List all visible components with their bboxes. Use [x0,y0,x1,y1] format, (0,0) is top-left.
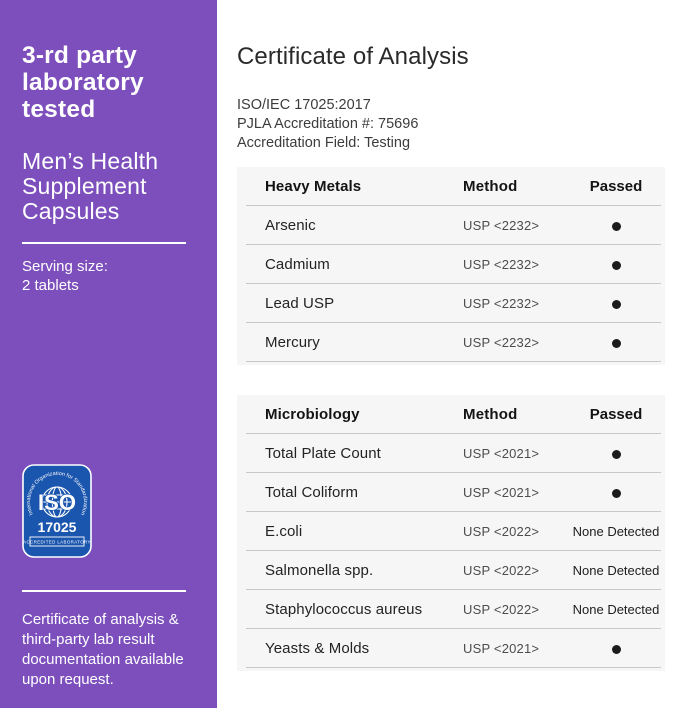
column-header: Heavy Metals [265,177,362,195]
sidebar-divider [22,242,186,244]
method-value: USP <2021> [463,484,540,500]
substance-name: Lead USP [265,294,335,312]
meta-line: Accreditation Field: Testing [237,135,411,151]
result-value [567,296,665,311]
method-value: USP <2022> [463,523,540,539]
result-value: None Detected [572,562,660,578]
headline-line: 3-rd party [22,42,138,69]
passed-dot-icon [612,300,621,309]
iso-badge-graphic [22,464,92,558]
result-value [567,257,665,272]
substance-name: Arsenic [265,216,316,234]
row-divider [246,667,661,668]
product-name [22,149,195,224]
method-value: USP <2232> [463,256,540,272]
footer-note-line: third-party lab result [22,631,155,648]
method-value: USP <2232> [463,334,540,350]
meta-line: ISO/IEC 17025:2017 [237,97,371,113]
column-header: Passed [589,405,643,423]
footer-note-line: documentation available [22,651,184,668]
page-title: Certificate of Analysis [237,43,469,70]
serving-size-line: 2 tablets [22,277,79,294]
method-value: USP <2232> [463,217,540,233]
meta-line: PJLA Accreditation #: 75696 [237,116,419,132]
method-value: USP <2022> [463,562,540,578]
passed-dot-icon [612,222,621,231]
method-value: USP <2021> [463,445,540,461]
result-value [567,485,665,500]
result-value: None Detected [572,601,660,617]
table-header-row [237,167,665,205]
serving-size [22,257,195,295]
table-row [237,434,665,472]
result-value [567,446,665,461]
footer-note-line: Certificate of analysis & [22,611,179,628]
table-row [237,590,665,628]
product-name-line: Supplement [22,173,147,199]
footer-note-line: upon request. [22,671,114,688]
table-row [237,323,665,361]
sidebar-divider [22,590,186,592]
column-header: Passed [589,177,643,195]
table-header-row [237,395,665,433]
column-header: Microbiology [265,405,360,423]
passed-dot-icon [612,645,621,654]
substance-name: E.coli [265,522,303,540]
passed-dot-icon [612,261,621,270]
iso-badge [22,464,92,558]
substance-name: Mercury [265,333,320,351]
headline-line: laboratory [22,69,144,96]
result-value [567,335,665,350]
column-header: Method [463,405,518,423]
passed-dot-icon [612,339,621,348]
headline-line: tested [22,96,96,123]
method-value: USP <2232> [463,295,540,311]
substance-name: Total Plate Count [265,444,381,462]
table-row [237,551,665,589]
heavy-metals-table [237,167,665,365]
method-value: USP <2021> [463,640,540,656]
table-row [237,245,665,283]
serving-size-line: Serving size: [22,258,108,275]
substance-name: Total Coliform [265,483,359,501]
column-header: Method [463,177,518,195]
accreditation-meta [237,96,665,153]
table-row [237,206,665,244]
result-value [567,218,665,233]
passed-dot-icon [612,489,621,498]
sidebar-panel [0,0,217,708]
footer-note [22,610,202,690]
product-name-line: Capsules [22,198,120,224]
table-row [237,629,665,667]
iso-number: 17025 [37,519,77,535]
substance-name: Staphylococcus aureus [265,600,423,618]
substance-name: Salmonella spp. [265,561,374,579]
product-name-line: Men’s Health [22,148,159,174]
result-value [567,641,665,656]
passed-dot-icon [612,450,621,459]
substance-name: Yeasts & Molds [265,639,370,657]
table-row [237,512,665,550]
table-row [237,284,665,322]
substance-name: Cadmium [265,255,330,273]
accredited-label: ACCREDITED LABORATORY [23,539,91,545]
result-value: None Detected [572,523,660,539]
method-value: USP <2022> [463,601,540,617]
iso-arc-text: International Organization for Standardization [25,470,89,517]
row-divider [246,361,661,362]
headline [22,42,195,123]
iso-text: ISO [38,490,76,515]
certificate-panel [217,0,679,708]
microbiology-table [237,395,665,671]
table-row [237,473,665,511]
